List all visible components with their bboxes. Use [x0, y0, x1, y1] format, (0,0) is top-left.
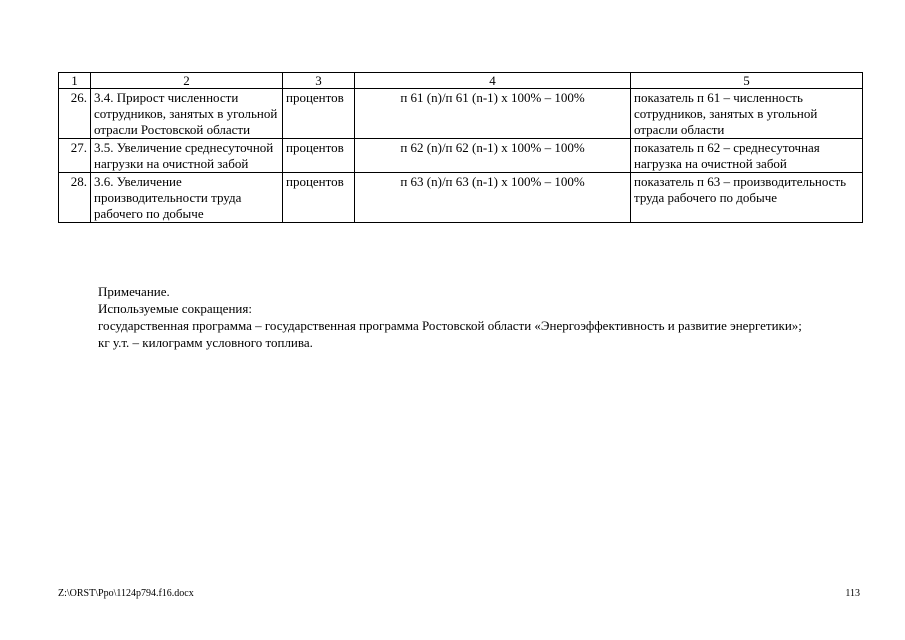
indicator-name: 3.5. Увеличение среднесуточной нагрузки на очистной забой — [91, 139, 283, 173]
indicator-name: 3.4. Прирост численности сотрудников, занятых в угольной отрасли Ростовской области — [91, 89, 283, 139]
page-number: 113 — [845, 588, 860, 599]
header-col-5: 5 — [631, 73, 863, 89]
formula-cell: п 61 (n)/п 61 (n-1) x 100% – 100% — [355, 89, 631, 139]
notes-title: Примечание. — [98, 284, 170, 299]
note-cell: показатель п 62 – среднесуточная нагрузка на очистной забой — [631, 139, 863, 173]
notes-section — [58, 283, 862, 351]
header-col-4: 4 — [355, 73, 631, 89]
note-cell: показатель п 61 – численность сотрудников, занятых в угольной отрасли области — [631, 89, 863, 139]
indicator-name: 3.6. Увеличение производительности труда рабочего по добыче — [91, 173, 283, 223]
footer-file-path: Z:\ORST\Ppo\1124p794.f16.docx — [58, 588, 194, 599]
formula-cell: п 62 (n)/п 62 (n-1) x 100% – 100% — [355, 139, 631, 173]
abbreviations-intro: Используемые сокращения: — [98, 301, 252, 316]
row-number: 27. — [59, 139, 91, 173]
indicators-table — [58, 72, 863, 223]
abbreviation-line: государственная программа – государственная программа Ростовской области «Энергоэффективность и развитие энергетики»; — [98, 318, 802, 333]
table-row — [59, 173, 863, 223]
table-header-row — [59, 73, 863, 89]
table-row — [59, 139, 863, 173]
header-col-3: 3 — [283, 73, 355, 89]
note-cell: показатель п 63 – производительность труда рабочего по добыче — [631, 173, 863, 223]
unit-cell: процентов — [283, 173, 355, 223]
row-number: 26. — [59, 89, 91, 139]
formula-cell: п 63 (n)/п 63 (n-1) x 100% – 100% — [355, 173, 631, 223]
header-col-2: 2 — [91, 73, 283, 89]
table-row — [59, 89, 863, 139]
unit-cell: процентов — [283, 89, 355, 139]
unit-cell: процентов — [283, 139, 355, 173]
header-col-1: 1 — [59, 73, 91, 89]
abbreviation-line: кг у.т. – килограмм условного топлива. — [98, 335, 313, 350]
row-number: 28. — [59, 173, 91, 223]
